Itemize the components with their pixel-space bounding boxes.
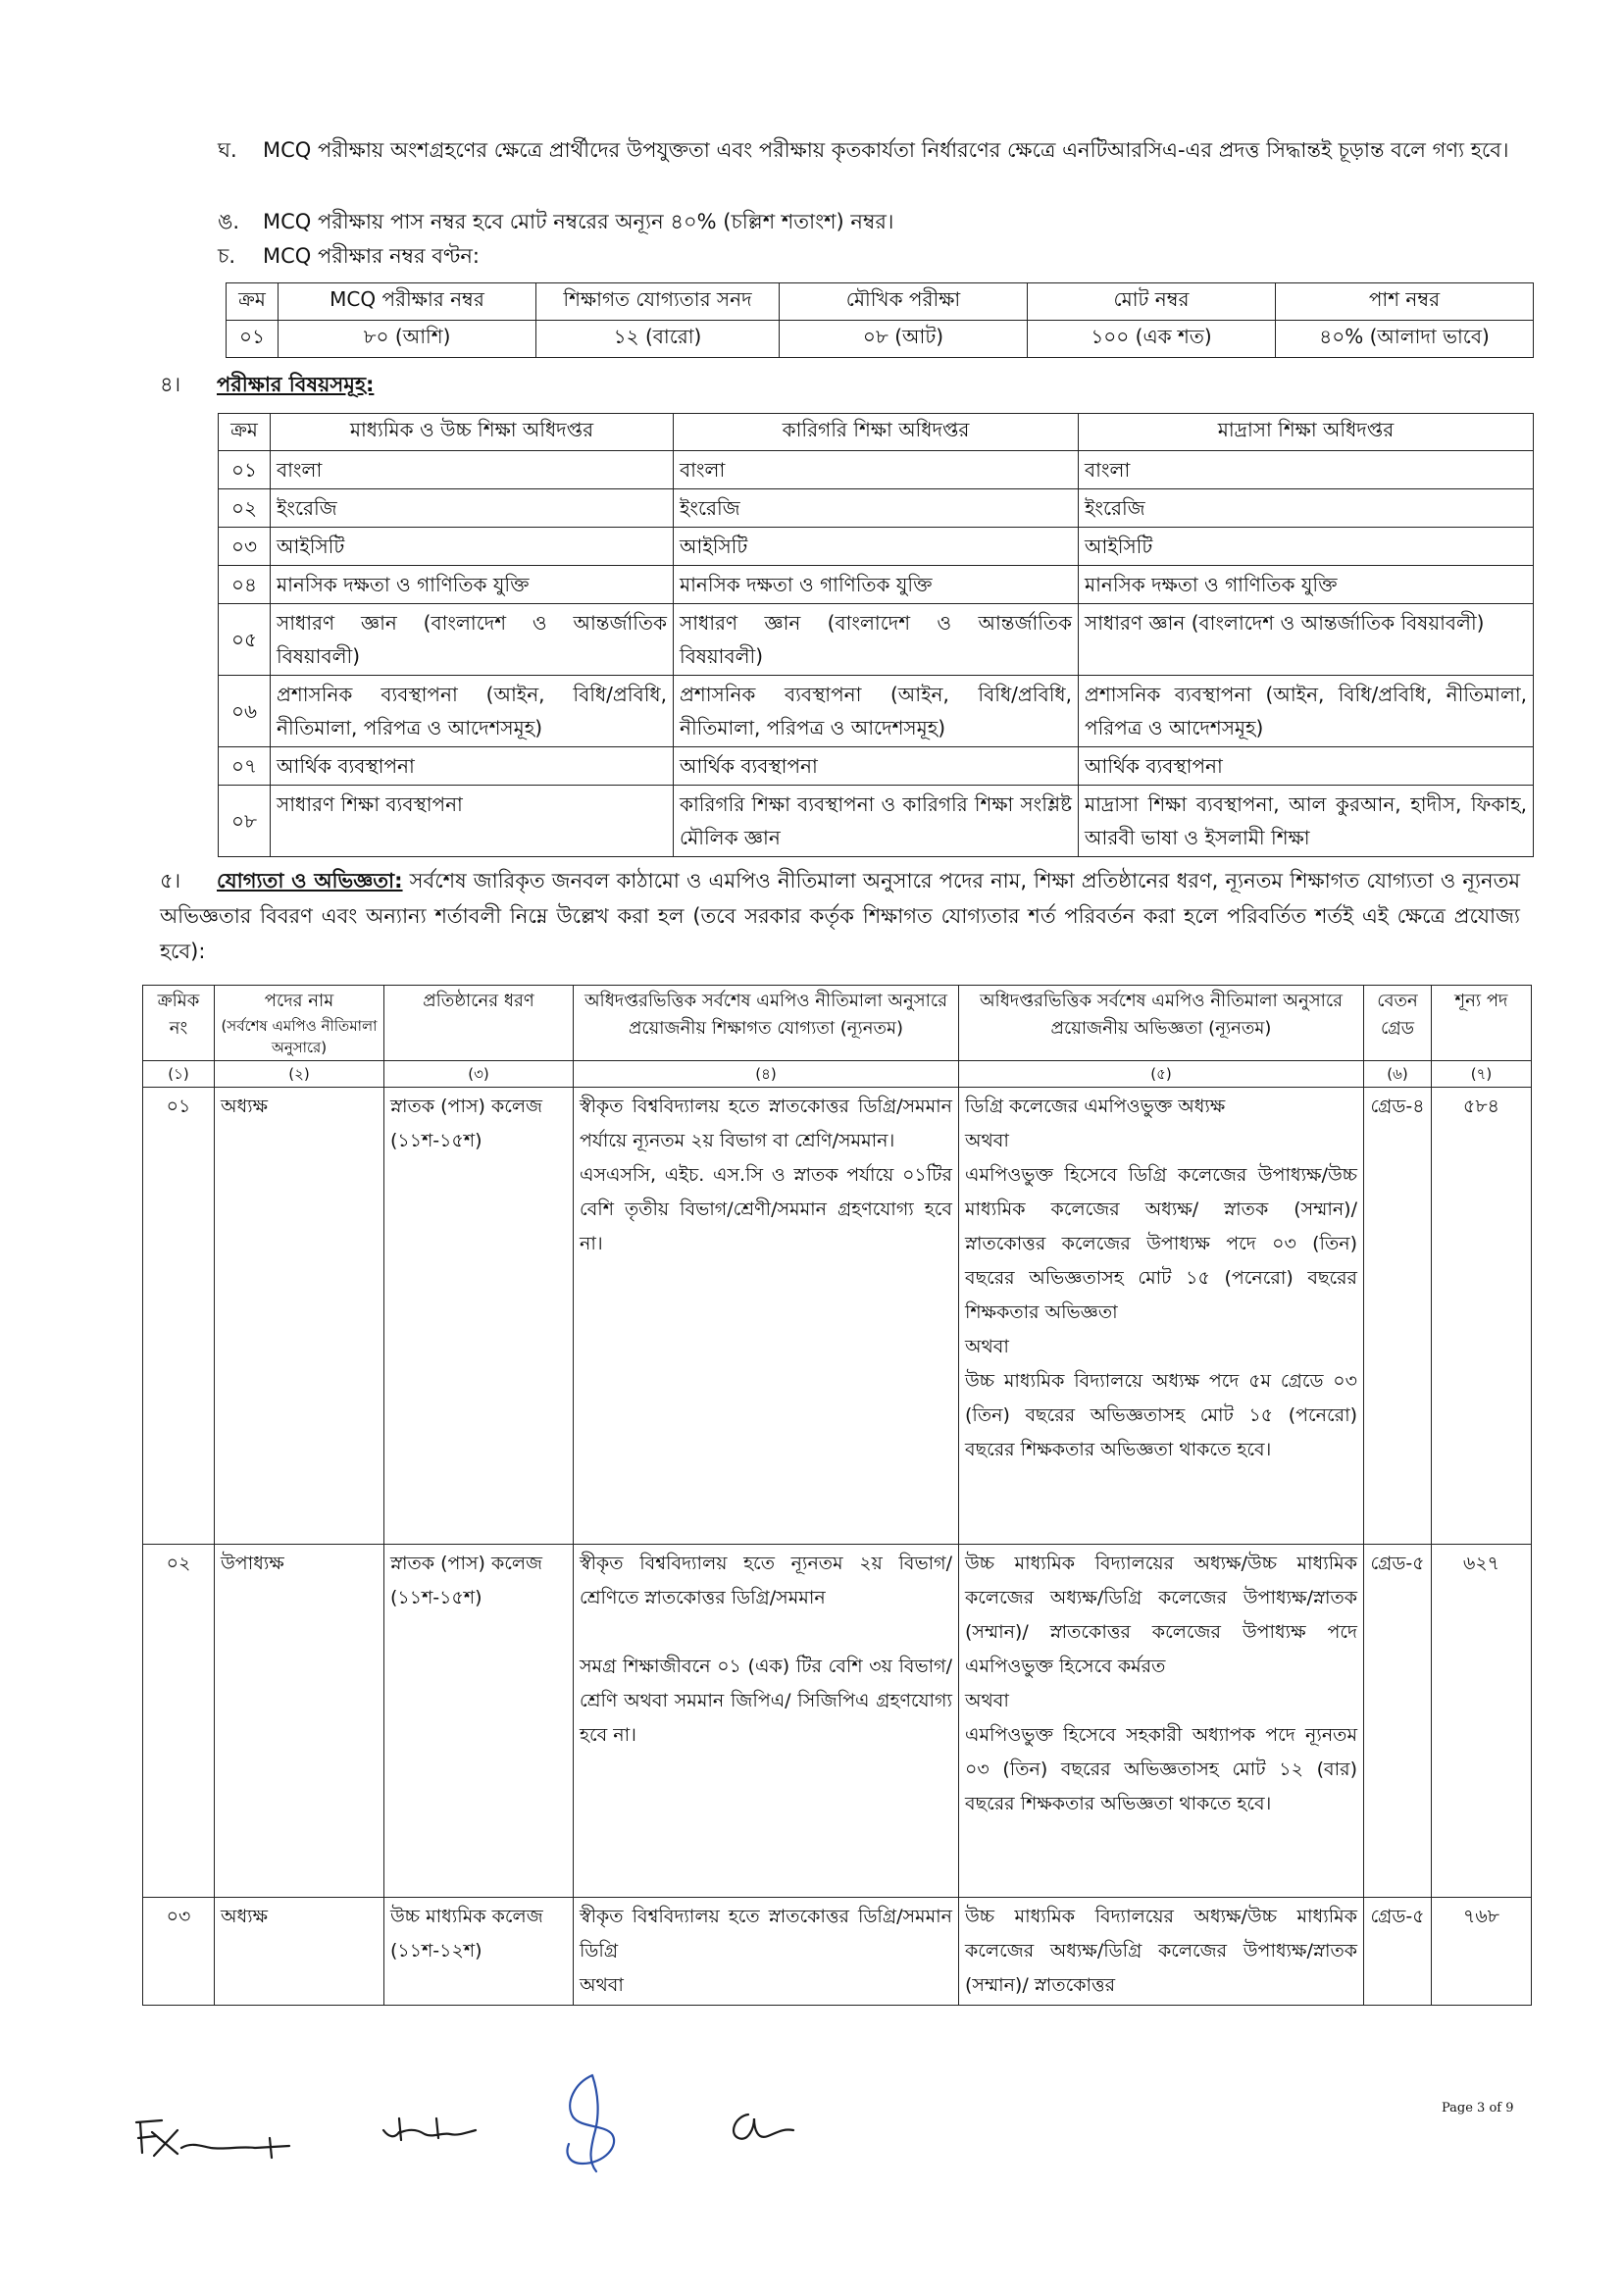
posts-header-post (215, 986, 384, 1061)
posts-cell-post: উপাধ্যক্ষ (215, 1545, 384, 1898)
posts-cell-exp (959, 1898, 1364, 2006)
subjects-cell-madrasa: প্রশাসনিক ব্যবস্থাপনা (আইন, বিধি/প্রবিধি, নীতিমালা, পরিপত্র ও আদেশসমূহ) (1079, 676, 1534, 747)
posts-row (143, 1898, 1532, 2006)
marks-cell: ০১ (227, 321, 279, 358)
subjects-cell-secondary: আইসিটি (271, 528, 674, 566)
subjects-cell-madrasa: আইসিটি (1079, 528, 1534, 566)
posts-cell-grade: গ্রেড-৫ (1364, 1545, 1432, 1898)
qual-line: স্বীকৃত বিশ্ববিদ্যালয় হতে স্নাতকোত্তর ডিগ্রি/সমমান ডিগ্রি (580, 1906, 952, 1962)
subjects-cell-madrasa: মাদ্রাসা শিক্ষা ব্যবস্থাপনা, আল কুরআন, হাদীস, ফিকাহ, আরবী ভাষা ও ইসলামী শিক্ষা (1079, 786, 1534, 857)
posts-cell-exp (959, 1088, 1364, 1545)
subjects-header-row (219, 414, 1534, 451)
subjects-cell-sl: ০১ (219, 451, 271, 489)
posts-header-qual: অধিদপ্তরভিত্তিক সর্বশেষ এমপিও নীতিমালা অনুসারে প্রয়োজনীয় শিক্ষাগত যোগ্যতা (ন্যূনতম) (574, 986, 959, 1061)
posts-cell-post: অধ্যক্ষ (215, 1898, 384, 2006)
item-umo (218, 205, 1520, 239)
posts-header-row (143, 986, 1532, 1061)
item-umo-label: ঙ. (218, 210, 240, 233)
posts-header-vacant: শূন্য পদ (1432, 986, 1532, 1061)
posts-cell-post: অধ্যক্ষ (215, 1088, 384, 1545)
subjects-row (219, 451, 1534, 489)
signature-1 (132, 2109, 299, 2167)
posts-header-post-label: পদের নাম (264, 991, 334, 1011)
marks-cell: ১২ (বারো) (536, 321, 780, 358)
posts-cell-sl: ০১ (143, 1088, 215, 1545)
subjects-cell-madrasa: ইংরেজি (1079, 489, 1534, 528)
subjects-cell-sl: ০৮ (219, 786, 271, 857)
item-cha-label: চ. (218, 244, 236, 268)
subjects-header: মাধ্যমিক ও উচ্চ শিক্ষা অধিদপ্তর (271, 414, 674, 451)
marks-cell: ৪০% (আলাদা ভাবে) (1276, 321, 1534, 358)
posts-colnum: (৫) (959, 1061, 1364, 1088)
subjects-row (219, 528, 1534, 566)
posts-colnum: (৪) (574, 1061, 959, 1088)
marks-header: মৌখিক পরীক্ষা (780, 283, 1028, 321)
subjects-row (219, 786, 1534, 857)
signature-4 (721, 2101, 809, 2150)
posts-cell-vacant: ৬২৭ (1432, 1545, 1532, 1898)
posts-cell-qual (574, 1898, 959, 2006)
exp-or: অথবা (965, 1690, 1009, 1711)
marks-header: শিক্ষাগত যোগ্যতার সনদ (536, 283, 780, 321)
subjects-cell-secondary: আর্থিক ব্যবস্থাপনা (271, 747, 674, 786)
marks-cell: ১০০ (এক শত) (1028, 321, 1276, 358)
section-5-text: সর্বশেষ জারিকৃত জনবল কাঠামো ও এমপিও নীতিমালা অনুসারে পদের নাম, শিক্ষা প্রতিষ্ঠানের ধরণ, ন্যূনতম শিক্ষাগত যোগ্যতা ও ন্যূনতম অভিজ্ঞতার বিবরণ এবং অন্যান্য শর্তাবলী নিম্নে উল্লেখ করা হল (তবে সরকার কর্তৃক শিক্ষাগত যোগ্যতার শর্ত পরিবর্তন করা হলে পরিবর্তিত শর্তই এই ক্ষেত্রে প্রযোজ্য হবে): (160, 869, 1521, 963)
qual-line: স্বীকৃত বিশ্ববিদ্যালয় হতে ন্যূনতম ২য় বিভাগ/শ্রেণিতে স্নাতকোত্তর ডিগ্রি/সমমান (580, 1553, 952, 1608)
posts-header-post-sub: (সর্বশেষ এমপিও নীতিমালা অনুসারে) (221, 1017, 378, 1056)
subjects-cell-technical: সাধারণ জ্ঞান (বাংলাদেশ ও আন্তর্জাতিক বিষয়াবলী) (674, 604, 1079, 676)
subjects-cell-secondary: সাধারণ জ্ঞান (বাংলাদেশ ও আন্তর্জাতিক বিষয়াবলী) (271, 604, 674, 676)
page-number: Page 3 of 9 (1442, 2101, 1514, 2116)
subjects-cell-technical: কারিগরি শিক্ষা ব্যবস্থাপনা ও কারিগরি শিক্ষা সংশ্লিষ্ট মৌলিক জ্ঞান (674, 786, 1079, 857)
posts-colnum: (৩) (384, 1061, 574, 1088)
subjects-row (219, 489, 1534, 528)
section-4-heading (160, 368, 374, 402)
subjects-cell-secondary: মানসিক দক্ষতা ও গাণিতিক যুক্তি (271, 566, 674, 604)
exp-line: এমপিওভুক্ত হিসেবে সহকারী অধ্যাপক পদে ন্যূনতম ০৩ (তিন) বছরের অভিজ্ঞতাসহ মোট ১২ (বার) বছরের শিক্ষকতার অভিজ্ঞতা থাকতে হবে। (965, 1724, 1357, 1814)
signature-2 (378, 2109, 495, 2158)
posts-row (143, 1088, 1532, 1545)
subjects-cell-sl: ০২ (219, 489, 271, 528)
subjects-table (218, 413, 1534, 857)
posts-cell-qual (574, 1545, 959, 1898)
posts-cell-vacant: ৭৬৮ (1432, 1898, 1532, 2006)
qual-line: স্বীকৃত বিশ্ববিদ্যালয় হতে স্নাতকোত্তর ডিগ্রি/সমমান পর্যায়ে ন্যূনতম ২য় বিভাগ বা শ্রেণি/সমমান। (580, 1096, 952, 1151)
posts-cell-grade: গ্রেড-৫ (1364, 1898, 1432, 2006)
item-cha (218, 239, 1520, 274)
marks-header: ক্রম (227, 283, 279, 321)
posts-cell-qual (574, 1088, 959, 1545)
exp-line: এমপিওভুক্ত হিসেবে ডিগ্রি কলেজের উপাধ্যক্ষ/উচ্চ মাধ্যমিক কলেজের অধ্যক্ষ/ স্নাতক (সম্মান)/ স্নাতকোত্তর কলেজের উপাধ্যক্ষ পদে ০৩ (তিন) বছরের অভিজ্ঞতাসহ মোট ১৫ (পনেরো) বছরের শিক্ষকতার অভিজ্ঞতা (965, 1164, 1357, 1323)
subjects-row (219, 566, 1534, 604)
subjects-cell-sl: ০৩ (219, 528, 271, 566)
posts-cell-inst: স্নাতক (পাস) কলেজ (১১শ-১৫শ) (384, 1545, 574, 1898)
subjects-cell-technical: বাংলা (674, 451, 1079, 489)
item-gha-label: ঘ. (218, 138, 237, 162)
posts-colnum: (৬) (1364, 1061, 1432, 1088)
marks-header-row (227, 283, 1534, 321)
subjects-cell-madrasa: সাধারণ জ্ঞান (বাংলাদেশ ও আন্তর্জাতিক বিষয়াবলী) (1079, 604, 1534, 676)
item-umo-text: MCQ পরীক্ষায় পাস নম্বর হবে মোট নম্বরের অন্যূন ৪০% (চল্লিশ শতাংশ) নম্বর। (263, 210, 894, 233)
posts-cell-exp (959, 1545, 1364, 1898)
posts-colnum: (১) (143, 1061, 215, 1088)
subjects-cell-secondary: প্রশাসনিক ব্যবস্থাপনা (আইন, বিধি/প্রবিধি, নীতিমালা, পরিপত্র ও আদেশসমূহ) (271, 676, 674, 747)
section-5-para (160, 863, 1520, 969)
posts-cell-grade: গ্রেড-৪ (1364, 1088, 1432, 1545)
posts-colnum: (২) (215, 1061, 384, 1088)
marks-cell: ৮০ (আশি) (279, 321, 536, 358)
item-cha-text: MCQ পরীক্ষার নম্বর বণ্টন: (263, 244, 480, 268)
qual-line: এসএসসি, এইচ. এস.সি ও স্নাতক পর্যায়ে ০১টির বেশি তৃতীয় বিভাগ/শ্রেণী/সমমান গ্রহণযোগ্য হবে না। (580, 1164, 952, 1254)
subjects-header: কারিগরি শিক্ষা অধিদপ্তর (674, 414, 1079, 451)
marks-table (226, 282, 1534, 358)
posts-colnum: (৭) (1432, 1061, 1532, 1088)
marks-cell: ০৮ (আট) (780, 321, 1028, 358)
exp-line: উচ্চ মাধ্যমিক বিদ্যালয়ে অধ্যক্ষ পদে ৫ম গ্রেডে ০৩ (তিন) বছরের অভিজ্ঞতাসহ মোট ১৫ (পনেরো) বছরের শিক্ষকতার অভিজ্ঞতা থাকতে হবে। (965, 1370, 1357, 1460)
subjects-body (219, 451, 1534, 857)
subjects-cell-technical: আইসিটি (674, 528, 1079, 566)
section-4-title: পরীক্ষার বিষয়সমূহ: (217, 373, 375, 396)
subjects-cell-technical: আর্থিক ব্যবস্থাপনা (674, 747, 1079, 786)
subjects-cell-madrasa: মানসিক দক্ষতা ও গাণিতিক যুক্তি (1079, 566, 1534, 604)
posts-cell-sl: ০২ (143, 1545, 215, 1898)
posts-header-exp: অধিদপ্তরভিত্তিক সর্বশেষ এমপিও নীতিমালা অনুসারে প্রয়োজনীয় অভিজ্ঞতা (ন্যূনতম) (959, 986, 1364, 1061)
signature-3 (539, 2069, 647, 2177)
subjects-cell-secondary: ইংরেজি (271, 489, 674, 528)
subjects-cell-technical: ইংরেজি (674, 489, 1079, 528)
exp-line: উচ্চ মাধ্যমিক বিদ্যালয়ের অধ্যক্ষ/উচ্চ মাধ্যমিক কলেজের অধ্যক্ষ/ডিগ্রি কলেজের উপাধ্যক্ষ/স্নাতক (সম্মান)/ স্নাতকোত্তর (965, 1906, 1357, 1996)
posts-cell-sl: ০৩ (143, 1898, 215, 2006)
subjects-row (219, 676, 1534, 747)
exp-or: অথবা (965, 1336, 1009, 1357)
subjects-row (219, 604, 1534, 676)
posts-header-sl: ক্রমিক নং (143, 986, 215, 1061)
posts-cell-inst: উচ্চ মাধ্যমিক কলেজ (১১শ-১২শ) (384, 1898, 574, 2006)
posts-cell-vacant: ৫৮৪ (1432, 1088, 1532, 1545)
posts-row (143, 1545, 1532, 1898)
exp-or: অথবা (965, 1130, 1009, 1151)
subjects-cell-madrasa: বাংলা (1079, 451, 1534, 489)
marks-header: MCQ পরীক্ষার নম্বর (279, 283, 536, 321)
exp-line: ডিগ্রি কলেজের এমপিওভুক্ত অধ্যক্ষ (965, 1096, 1226, 1117)
subjects-header: ক্রম (219, 414, 271, 451)
qual-or: অথবা (580, 1974, 624, 1996)
subjects-cell-technical: মানসিক দক্ষতা ও গাণিতিক যুক্তি (674, 566, 1079, 604)
exp-line: উচ্চ মাধ্যমিক বিদ্যালয়ের অধ্যক্ষ/উচ্চ মাধ্যমিক কলেজের অধ্যক্ষ/ডিগ্রি কলেজের উপাধ্যক্ষ/স্নাতক (সম্মান)/ স্নাতকোত্তর কলেজের উপাধ্যক্ষ পদে এমপিওভুক্ত হিসেবে কর্মরত (965, 1553, 1357, 1677)
marks-header: মোট নম্বর (1028, 283, 1276, 321)
subjects-cell-madrasa: আর্থিক ব্যবস্থাপনা (1079, 747, 1534, 786)
marks-header: পাশ নম্বর (1276, 283, 1534, 321)
posts-header-grade: বেতন গ্রেড (1364, 986, 1432, 1061)
subjects-cell-sl: ০৪ (219, 566, 271, 604)
subjects-row (219, 747, 1534, 786)
item-gha (218, 133, 1520, 168)
section-5-title: যোগ্যতা ও অভিজ্ঞতা: (217, 869, 403, 892)
posts-cell-inst: স্নাতক (পাস) কলেজ (১১শ-১৫শ) (384, 1088, 574, 1545)
subjects-cell-secondary: সাধারণ শিক্ষা ব্যবস্থাপনা (271, 786, 674, 857)
posts-table (142, 985, 1532, 2006)
subjects-cell-sl: ০৬ (219, 676, 271, 747)
item-gha-text: MCQ পরীক্ষায় অংশগ্রহণের ক্ষেত্রে প্রার্থীদের উপযুক্ততা এবং পরীক্ষায় কৃতকার্যতা নির্ধারণের ক্ষেত্রে এনটিআরসিএ-এর প্রদত্ত সিদ্ধান্তই চূড়ান্ত বলে গণ্য হবে। (263, 138, 1509, 162)
posts-colnum-row (143, 1061, 1532, 1088)
qual-line: সমগ্র শিক্ষাজীবনে ০১ (এক) টির বেশি ৩য় বিভাগ/শ্রেণি অথবা সমমান জিপিএ/ সিজিপিএ গ্রহণযোগ্য হবে না। (580, 1656, 952, 1746)
subjects-cell-secondary: বাংলা (271, 451, 674, 489)
subjects-header: মাদ্রাসা শিক্ষা অধিদপ্তর (1079, 414, 1534, 451)
subjects-cell-sl: ০৭ (219, 747, 271, 786)
subjects-cell-technical: প্রশাসনিক ব্যবস্থাপনা (আইন, বিধি/প্রবিধি, নীতিমালা, পরিপত্র ও আদেশসমূহ) (674, 676, 1079, 747)
marks-data-row (227, 321, 1534, 358)
section-4-number: ৪। (160, 373, 181, 396)
posts-header-inst: প্রতিষ্ঠানের ধরণ (384, 986, 574, 1061)
subjects-cell-sl: ০৫ (219, 604, 271, 676)
section-5-number: ৫। (160, 869, 181, 892)
